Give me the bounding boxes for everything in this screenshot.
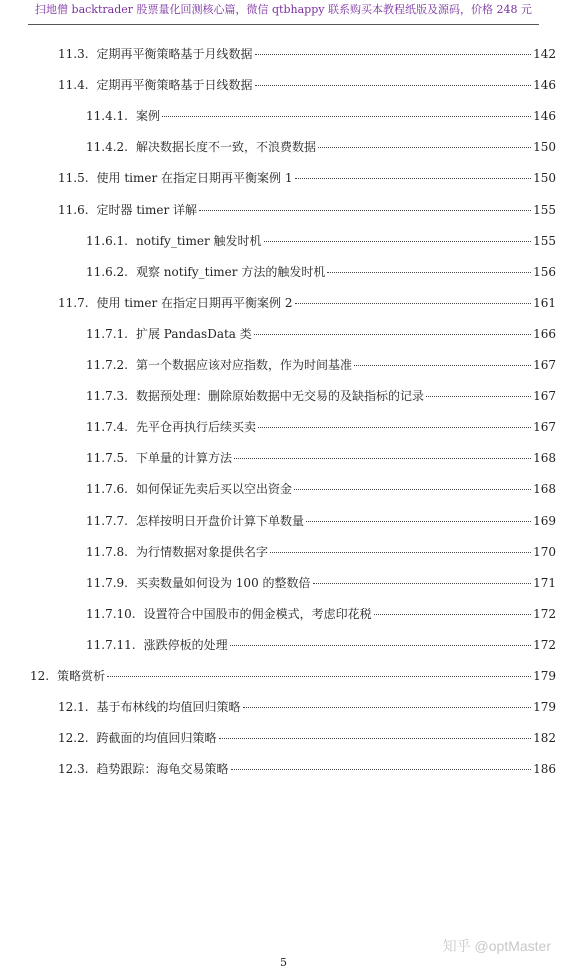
toc-entry-page: 171 bbox=[533, 575, 556, 590]
toc-entry-number: 12.1. bbox=[58, 700, 89, 715]
page-header bbox=[0, 0, 567, 24]
toc-entry-title: 扩展 PandasData 类 bbox=[135, 326, 252, 341]
toc-entry-page: 167 bbox=[533, 389, 556, 404]
toc-entry-title: 为行情数据对象提供名字 bbox=[135, 544, 268, 559]
toc-dot-leader bbox=[295, 177, 532, 179]
toc-entry-page: 179 bbox=[533, 669, 556, 683]
toc-entry[interactable] bbox=[58, 728, 556, 748]
toc-entry-page: 170 bbox=[533, 544, 556, 559]
toc-entry-page: 155 bbox=[533, 202, 556, 217]
toc-dot-leader bbox=[354, 364, 531, 366]
toc-entry-page: 150 bbox=[533, 171, 556, 186]
toc-entry-title: 跨截面的均值回归策略 bbox=[96, 731, 217, 746]
toc-entry-title: 使用 timer 在指定日期再平衡案例 1 bbox=[96, 171, 293, 186]
toc-entry-page: 179 bbox=[533, 700, 556, 715]
toc-entry[interactable] bbox=[58, 168, 556, 188]
toc-entry-title: notify_timer 触发时机 bbox=[135, 233, 262, 248]
toc-entry[interactable] bbox=[58, 75, 556, 95]
toc-entry-page: 166 bbox=[533, 326, 556, 341]
toc-entry-number: 11.7.2. bbox=[86, 358, 128, 372]
toc-entry-page: 155 bbox=[533, 233, 556, 248]
toc-dot-leader bbox=[199, 209, 531, 211]
toc-entry-number: 11.6.1. bbox=[86, 233, 128, 248]
toc-entry-page: 146 bbox=[533, 78, 556, 93]
toc-entry-page: 182 bbox=[533, 731, 556, 746]
toc-dot-leader bbox=[264, 240, 532, 242]
toc-entry-page: 161 bbox=[533, 295, 556, 310]
toc-dot-leader bbox=[162, 115, 531, 117]
toc-dot-leader bbox=[295, 302, 532, 304]
page-number: 5 bbox=[280, 956, 287, 969]
toc-entry-title: 使用 timer 在指定日期再平衡案例 2 bbox=[96, 295, 293, 310]
toc-entry-title: 涨跌停板的处理 bbox=[143, 637, 228, 652]
toc-entry-page: 186 bbox=[533, 762, 556, 777]
toc-entry-title: 怎样按明日开盘价计算下单数量 bbox=[135, 513, 304, 528]
toc-entry-title: 定期再平衡策略基于月线数据 bbox=[96, 47, 253, 61]
toc-dot-leader bbox=[230, 644, 531, 646]
toc-entry-number: 11.4.1. bbox=[86, 109, 128, 124]
toc-entry-title: 定时器 timer 详解 bbox=[96, 202, 198, 217]
toc-entry-number: 11.7.1. bbox=[86, 326, 128, 341]
toc-entry-number: 11.4. bbox=[58, 78, 89, 93]
toc-entry[interactable] bbox=[86, 231, 556, 251]
toc-entry-title: 基于布林线的均值回归策略 bbox=[96, 700, 241, 715]
toc-entry-number: 11.4.2. bbox=[86, 140, 128, 155]
watermark: 知乎 @optMaster bbox=[442, 938, 551, 954]
toc-dot-leader bbox=[234, 457, 531, 459]
toc-entry-number: 11.7.5. bbox=[86, 451, 128, 466]
toc-entry-number: 11.3. bbox=[58, 47, 89, 61]
toc-entry-title: 观察 notify_timer 方法的触发时机 bbox=[135, 264, 326, 279]
toc-dot-leader bbox=[426, 395, 531, 397]
toc-dot-leader bbox=[270, 551, 531, 553]
toc-dot-leader bbox=[219, 737, 532, 739]
toc-entry[interactable] bbox=[86, 355, 556, 375]
toc-entry-title: 第一个数据应该对应指数，作为时间基准 bbox=[135, 358, 352, 372]
toc-entry-page: 167 bbox=[533, 420, 556, 435]
toc-entry[interactable] bbox=[86, 511, 556, 531]
toc-entry-page: 146 bbox=[533, 109, 556, 124]
toc-entry[interactable] bbox=[58, 697, 556, 717]
toc-entry[interactable] bbox=[86, 573, 556, 593]
toc-entry-title: 定期再平衡策略基于日线数据 bbox=[96, 78, 253, 93]
header-text: 扫地僧 backtrader 股票量化回测核心篇，微信 qtbhappy 联系购买本教程纸版及源码，价格 248 元 bbox=[35, 3, 532, 16]
toc-dot-leader bbox=[107, 675, 531, 677]
toc-entry-title: 趋势跟踪：海龟交易策略 bbox=[96, 762, 229, 777]
toc-entry-title: 案例 bbox=[135, 109, 160, 124]
toc-dot-leader bbox=[258, 426, 531, 428]
toc-entry[interactable] bbox=[86, 106, 556, 126]
toc-entry-title: 下单量的计算方法 bbox=[135, 451, 232, 466]
toc-entry[interactable] bbox=[86, 137, 556, 157]
toc-entry-title: 数据预处理：删除原始数据中无交易的及缺指标的记录 bbox=[135, 389, 424, 404]
toc-entry-page: 167 bbox=[533, 358, 556, 372]
toc-entry-page: 169 bbox=[533, 513, 556, 528]
toc-entry-number: 11.7.11. bbox=[86, 637, 136, 652]
toc-entry[interactable] bbox=[86, 262, 556, 282]
toc-entry[interactable] bbox=[58, 759, 556, 779]
toc-entry-number: 11.7.10. bbox=[86, 606, 136, 621]
header-divider bbox=[28, 24, 539, 25]
toc-entry-title: 解决数据长度不一致，不浪费数据 bbox=[135, 140, 316, 155]
toc-entry-page: 150 bbox=[533, 140, 556, 155]
toc-entry-number: 12.3. bbox=[58, 762, 89, 777]
toc-entry[interactable] bbox=[86, 542, 556, 562]
toc-entry[interactable] bbox=[58, 44, 556, 64]
toc-dot-leader bbox=[294, 488, 531, 490]
toc-entry-page: 156 bbox=[533, 264, 556, 279]
toc-entry[interactable] bbox=[86, 635, 556, 655]
toc-entry[interactable] bbox=[86, 417, 556, 437]
toc-entry[interactable] bbox=[86, 604, 556, 624]
toc-entry-number: 11.7.7. bbox=[86, 513, 128, 528]
toc-entry-page: 172 bbox=[533, 637, 556, 652]
toc-entry-number: 11.6. bbox=[58, 202, 89, 217]
toc-dot-leader bbox=[255, 53, 532, 55]
toc-entry-title: 先平仓再执行后续买卖 bbox=[135, 420, 256, 435]
toc-entry-page: 142 bbox=[533, 47, 556, 61]
toc-dot-leader bbox=[243, 706, 532, 708]
toc-dot-leader bbox=[231, 768, 532, 770]
toc-dot-leader bbox=[313, 582, 532, 584]
toc-dot-leader bbox=[255, 84, 532, 86]
toc-entry-number: 12.2. bbox=[58, 731, 89, 746]
toc-entry-number: 11.7.4. bbox=[86, 420, 128, 435]
toc-entry[interactable] bbox=[86, 386, 556, 406]
toc-entry[interactable] bbox=[86, 479, 556, 499]
toc-entry-page: 172 bbox=[533, 606, 556, 621]
toc-dot-leader bbox=[374, 613, 531, 615]
toc-entry-title: 策略赏析 bbox=[57, 669, 106, 683]
toc-dot-leader bbox=[254, 333, 531, 335]
toc-entry[interactable] bbox=[86, 324, 556, 344]
toc-entry-title: 买卖数量如何设为 100 的整数倍 bbox=[135, 575, 311, 590]
toc-entry-title: 设置符合中国股市的佣金模式，考虑印花税 bbox=[143, 606, 372, 621]
toc-entry-title: 如何保证先卖后买以空出资金 bbox=[135, 482, 292, 497]
toc-entry[interactable] bbox=[86, 448, 556, 468]
toc-entry-number: 11.7.8. bbox=[86, 544, 128, 559]
toc-dot-leader bbox=[306, 520, 531, 522]
toc-dot-leader bbox=[318, 146, 531, 148]
toc-entry-number: 11.7.3. bbox=[86, 389, 128, 404]
toc-entry-number: 11.6.2. bbox=[86, 264, 128, 279]
toc-entry-number: 12. bbox=[30, 669, 50, 683]
toc-entry-page: 168 bbox=[533, 482, 556, 497]
toc-entry-number: 11.7. bbox=[58, 295, 89, 310]
toc-entry-number: 11.5. bbox=[58, 171, 89, 186]
toc-entry[interactable] bbox=[30, 666, 556, 686]
toc-entry-page: 168 bbox=[533, 451, 556, 466]
toc-entry[interactable] bbox=[58, 200, 556, 220]
toc-entry[interactable] bbox=[58, 293, 556, 313]
toc-entry-number: 11.7.6. bbox=[86, 482, 128, 497]
toc-dot-leader bbox=[327, 271, 531, 273]
toc-entry-number: 11.7.9. bbox=[86, 575, 128, 590]
